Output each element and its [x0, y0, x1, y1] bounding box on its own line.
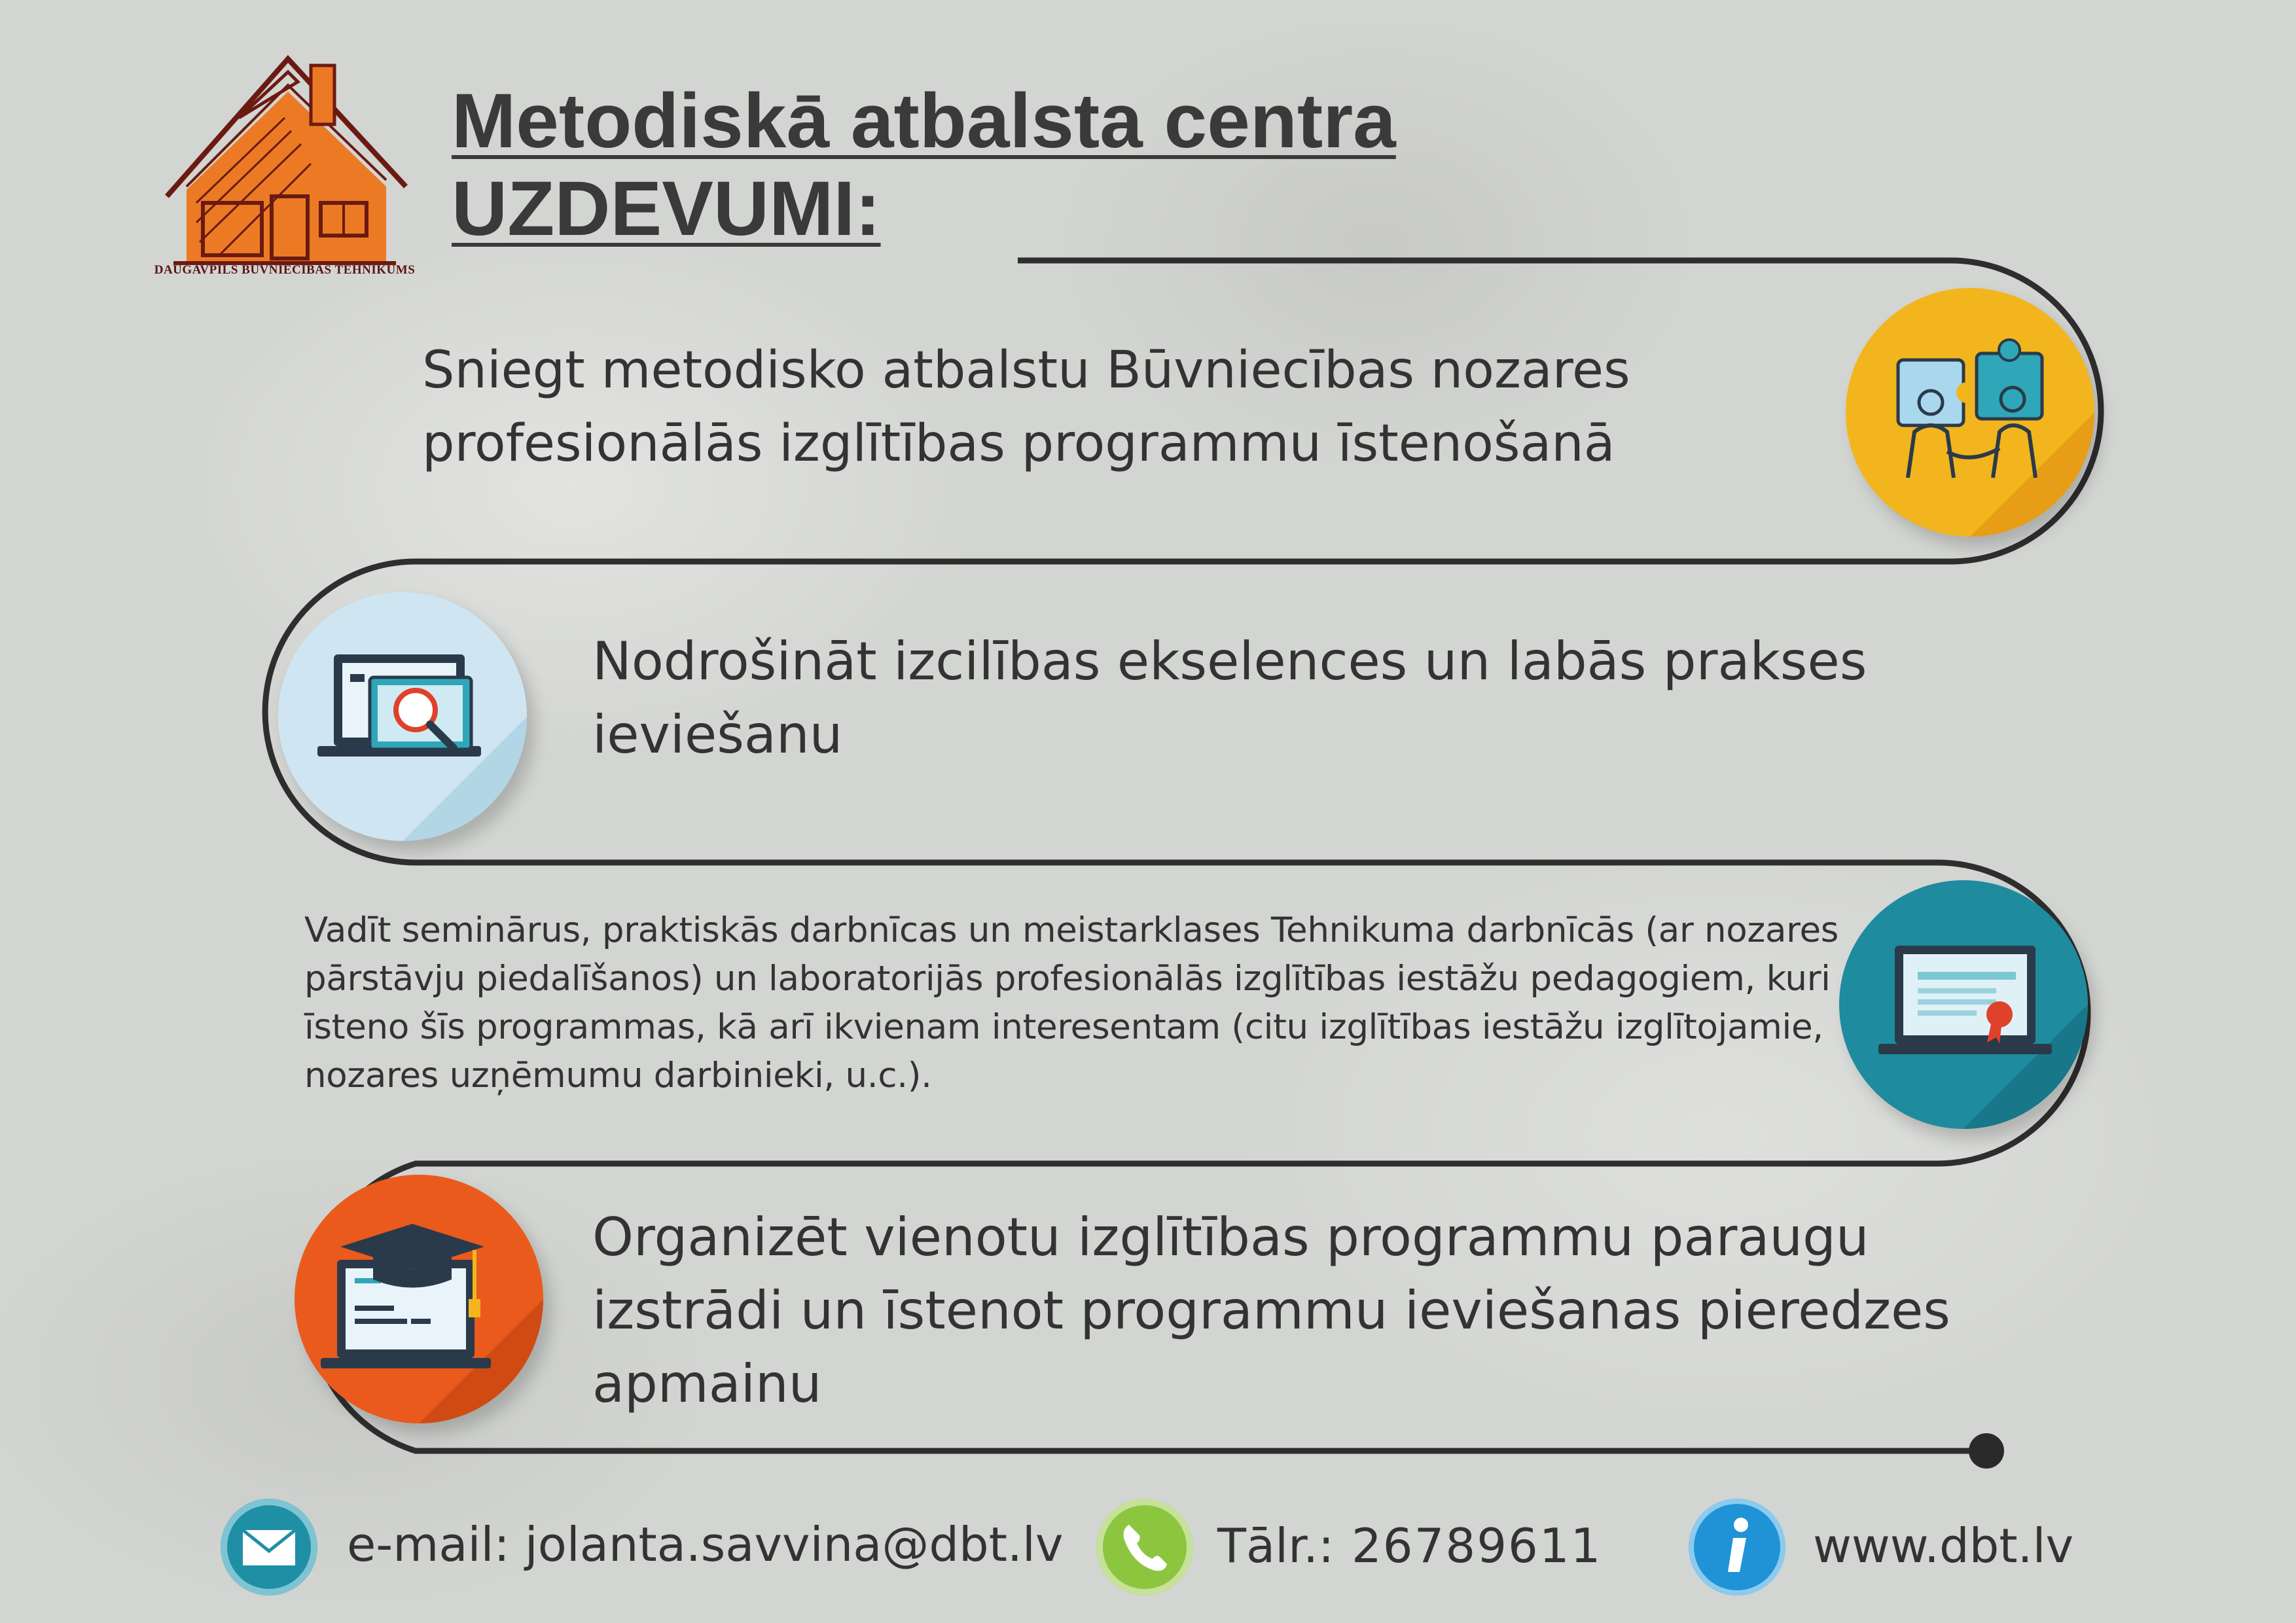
- task-1-icon-circle: [1846, 288, 2094, 537]
- page-title: [452, 77, 1396, 253]
- track-end-dot: [1969, 1433, 2004, 1469]
- puzzle-handshake-icon: [1846, 288, 2094, 537]
- title-line-2: UZDEVUMI:: [452, 166, 881, 252]
- house-logo: [160, 46, 416, 281]
- task-4-text: Organizēt vienotu izglītības programmu paraugu izstrādi un īstenot programmu ieviešanas pieredzes apmainu: [592, 1207, 1950, 1414]
- email-icon-circle: [221, 1499, 317, 1596]
- task-1-text: Sniegt metodisko atbalstu Būvniecības nozares profesionālās izglītības programmu īstenošanā: [422, 341, 1630, 473]
- info-icon-circle: [1689, 1499, 1785, 1596]
- task-2-text: Nodrošināt izcilības ekselences un labās prakses ieviešanu: [592, 631, 1867, 765]
- task-3-text: Vadīt seminārus, praktiskās darbnīcas un meistarklases Tehnikuma darbnīcās (ar nozares pārstāvju piedalīšanos) un laboratorijās profesionālās izglītības iestāžu pedagogiem, kuri īsteno šīs programmas, kā arī ikvienam interesentam (citu izglītības iestāžu izglītojamie, nozares uzņēmumu darbinieki, u.c.).: [304, 910, 1839, 1096]
- task-2-icon-circle: [278, 592, 527, 841]
- laptop-certificate-icon: [1839, 880, 2088, 1129]
- phone-icon-circle: [1096, 1499, 1193, 1596]
- logo-caption: DAUGAVPILS BŪVNIECĪBAS TEHNIKUMS: [154, 263, 416, 277]
- website-link[interactable]: www.dbt.lv: [1813, 1518, 2074, 1573]
- task-4-icon-circle: [295, 1175, 543, 1423]
- phone-label: Tālr.:: [1217, 1518, 1335, 1573]
- info-icon: [1689, 1499, 1785, 1596]
- phone-icon: [1096, 1499, 1193, 1596]
- title-line-1: Metodiskā atbalsta centra: [452, 78, 1396, 164]
- laptop-search-icon: [278, 592, 527, 841]
- envelope-icon: [221, 1499, 317, 1596]
- phone-number[interactable]: 26789611: [1352, 1518, 1602, 1573]
- task-3-icon-circle: [1839, 880, 2088, 1129]
- laptop-graduation-cap-icon: [295, 1175, 543, 1423]
- email-text[interactable]: e-mail: jolanta.savvina@dbt.lv: [347, 1517, 1064, 1572]
